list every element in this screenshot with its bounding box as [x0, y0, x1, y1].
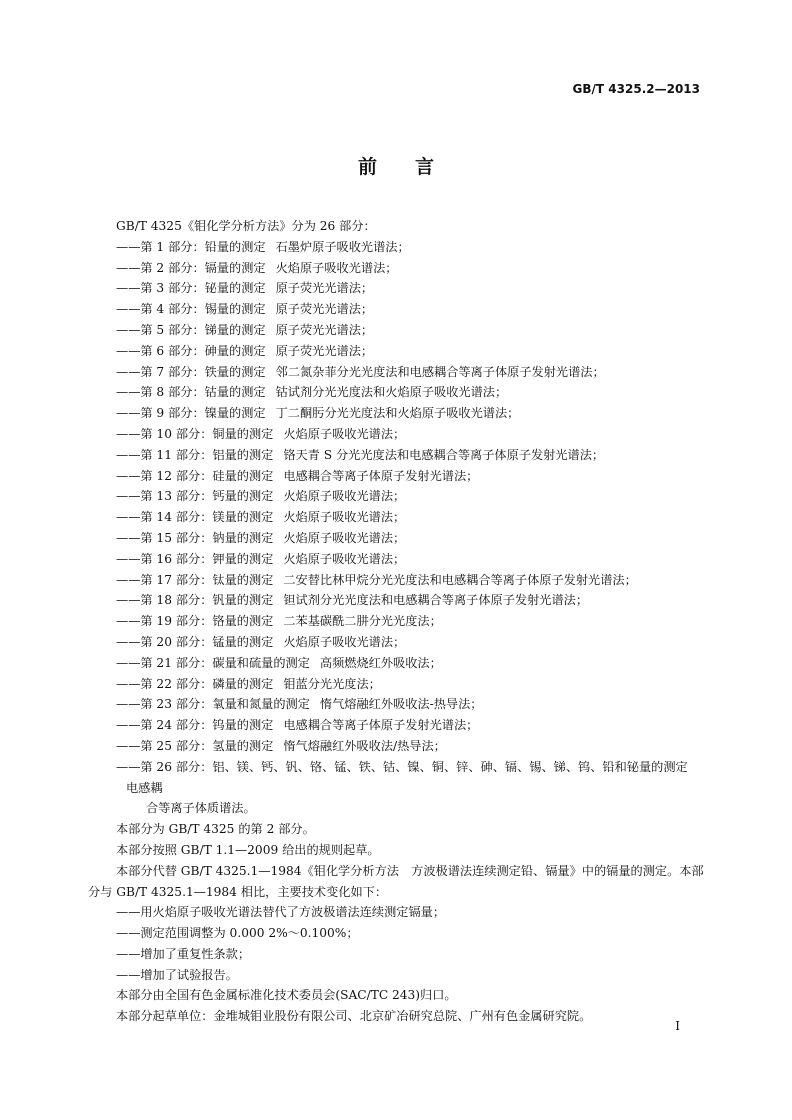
part-method: 电感耦 [126, 780, 163, 795]
part-label: ——第 1 部分：铅量的测定 [116, 239, 266, 254]
part-item [88, 694, 706, 715]
part-method: 原子荧光光谱法； [275, 281, 374, 296]
part-item [88, 653, 706, 674]
part-item [88, 549, 706, 570]
part-method: 二安替比林甲烷分光光度法和电感耦合等离子体原子发射光谱法； [283, 572, 637, 587]
change-item: ——增加了重复性条款； [116, 946, 251, 961]
part-label: ——第 14 部分：镁量的测定 [116, 510, 274, 525]
part-item [88, 403, 706, 424]
part-method: 钴试剂分光光度法和火焰原子吸收光谱法； [275, 385, 508, 400]
part-method: 火焰原子吸收光谱法； [283, 489, 406, 504]
part-method: 惰气熔融红外吸收法/热导法； [283, 738, 446, 753]
part-label: ——第 3 部分：铋量的测定 [116, 281, 266, 296]
part-method: 火焰原子吸收光谱法； [275, 260, 398, 275]
change-item: ——用火焰原子吸收光谱法替代了方波极谱法连续测定镉量； [116, 905, 446, 920]
part-item [88, 320, 706, 341]
part-label: ——第 21 部分：碳量和硫量的测定 [116, 655, 310, 670]
part-method: 火焰原子吸收光谱法； [283, 530, 406, 545]
part-method: 火焰原子吸收光谱法； [283, 634, 406, 649]
page-title [0, 152, 792, 179]
part-label: ——第 17 部分：钛量的测定 [116, 572, 274, 587]
part-label: ——第 16 部分：钾量的测定 [116, 551, 274, 566]
paragraph-drafting-units: 本部分起草单位：金堆城钼业股份有限公司、北京矿冶研究总院、广州有色金属研究院。 [116, 1009, 592, 1024]
title-char-2: 言 [415, 156, 435, 178]
title-char-1: 前 [357, 156, 377, 178]
part-item [88, 674, 706, 695]
part-method: 电感耦合等离子体原子发射光谱法； [283, 468, 479, 483]
part-method: 钽试剂分光光度法和电感耦合等离子体原子发射光谱法； [283, 593, 589, 608]
part-item [88, 486, 706, 507]
part-method: 邻二氮杂菲分光光度法和电感耦合等离子体原子发射光谱法； [275, 364, 605, 379]
part-method: 二苯基碳酰二肼分光光度法； [283, 614, 442, 629]
part-item [88, 466, 706, 487]
part-item [88, 237, 706, 258]
part-item [88, 611, 706, 632]
part-label: ——第 9 部分：镍量的测定 [116, 406, 266, 421]
part-method-continued: 合等离子体质谱法。 [146, 801, 256, 816]
part-item [88, 362, 706, 383]
intro-line: GB/T 4325《钼化学分析方法》分为 26 部分： [116, 219, 376, 233]
part-item [88, 736, 706, 757]
parts-list [88, 237, 706, 757]
part-label: ——第 6 部分：砷量的测定 [116, 343, 266, 358]
part-label: ——第 19 部分：铬量的测定 [116, 614, 274, 629]
paragraph-drafting-rules: 本部分按照 GB/T 1.1—2009 给出的规则起草。 [116, 842, 380, 857]
part-item [88, 278, 706, 299]
change-item: ——测定范围调整为 0.000 2%～0.100%； [116, 926, 359, 941]
page-number: I [675, 1019, 680, 1033]
foreword-body [88, 216, 706, 1027]
paragraph-replaces: 本部分代替 GB/T 4325.1—1984《钼化学分析方法 方波极谱法连续测定铅、镉量》中的镉量的测定。本部分与 GB/T 4325.1—1984 相比，主要技术变化如下： [88, 863, 704, 899]
part-method: 电感耦合等离子体原子发射光谱法； [283, 718, 479, 733]
part-label: ——第 22 部分：磷量的测定 [116, 676, 274, 691]
part-label: ——第 20 部分：锰量的测定 [116, 634, 274, 649]
part-item [88, 507, 706, 528]
part-label: ——第 7 部分：铁量的测定 [116, 364, 266, 379]
part-item-26 [88, 757, 706, 819]
part-item [88, 299, 706, 320]
part-method: 原子荧光光谱法； [275, 343, 374, 358]
part-label: ——第 15 部分：钠量的测定 [116, 530, 274, 545]
part-method: 火焰原子吸收光谱法； [283, 426, 406, 441]
part-item [88, 715, 706, 736]
part-item [88, 258, 706, 279]
paragraph-part-of: 本部分为 GB/T 4325 的第 2 部分。 [116, 822, 315, 837]
paragraph-committee: 本部分由全国有色金属标准化技术委员会(SAC/TC 243)归口。 [116, 988, 457, 1003]
part-method: 高频燃烧红外吸收法； [319, 655, 442, 670]
part-method: 钼蓝分光光度法； [283, 676, 381, 691]
part-item [88, 528, 706, 549]
standard-code: GB/T 4325.2—2013 [572, 82, 700, 96]
part-label: ——第 25 部分：氢量的测定 [116, 738, 274, 753]
part-item [88, 570, 706, 591]
part-item [88, 590, 706, 611]
part-label: ——第 18 部分：钒量的测定 [116, 593, 274, 608]
part-method: 丁二酮肟分光光度法和火焰原子吸收光谱法； [275, 406, 520, 421]
part-item [88, 445, 706, 466]
part-method: 惰气熔融红外吸收法-热导法； [319, 697, 483, 712]
part-method: 原子荧光光谱法； [275, 322, 374, 337]
part-method: 原子荧光光谱法； [275, 302, 374, 317]
part-label: ——第 10 部分：铜量的测定 [116, 426, 274, 441]
part-label: ——第 11 部分：铝量的测定 [116, 447, 274, 462]
part-label: ——第 4 部分：锡量的测定 [116, 302, 266, 317]
part-label: ——第 24 部分：钨量的测定 [116, 718, 274, 733]
part-item [88, 424, 706, 445]
part-method: 火焰原子吸收光谱法； [283, 510, 406, 525]
change-item: ——增加了试验报告。 [116, 967, 238, 982]
part-label: ——第 23 部分：氧量和氮量的测定 [116, 697, 310, 712]
part-label: ——第 8 部分：钴量的测定 [116, 385, 266, 400]
part-label: ——第 2 部分：镉量的测定 [116, 260, 266, 275]
part-item [88, 382, 706, 403]
part-method: 石墨炉原子吸收光谱法； [275, 239, 410, 254]
part-method: 火焰原子吸收光谱法； [283, 551, 406, 566]
part-label: ——第 13 部分：钙量的测定 [116, 489, 274, 504]
part-item [88, 632, 706, 653]
part-method: 铬天青 S 分光光度法和电感耦合等离子体原子发射光谱法； [283, 447, 605, 462]
part-item [88, 341, 706, 362]
part-label: ——第 26 部分：铝、镁、钙、钒、铬、锰、铁、钴、镍、铜、锌、砷、镉、锡、锑、钨、铅和铋量的测定 [116, 759, 688, 774]
part-label: ——第 5 部分：锑量的测定 [116, 322, 266, 337]
part-label: ——第 12 部分：硅量的测定 [116, 468, 274, 483]
